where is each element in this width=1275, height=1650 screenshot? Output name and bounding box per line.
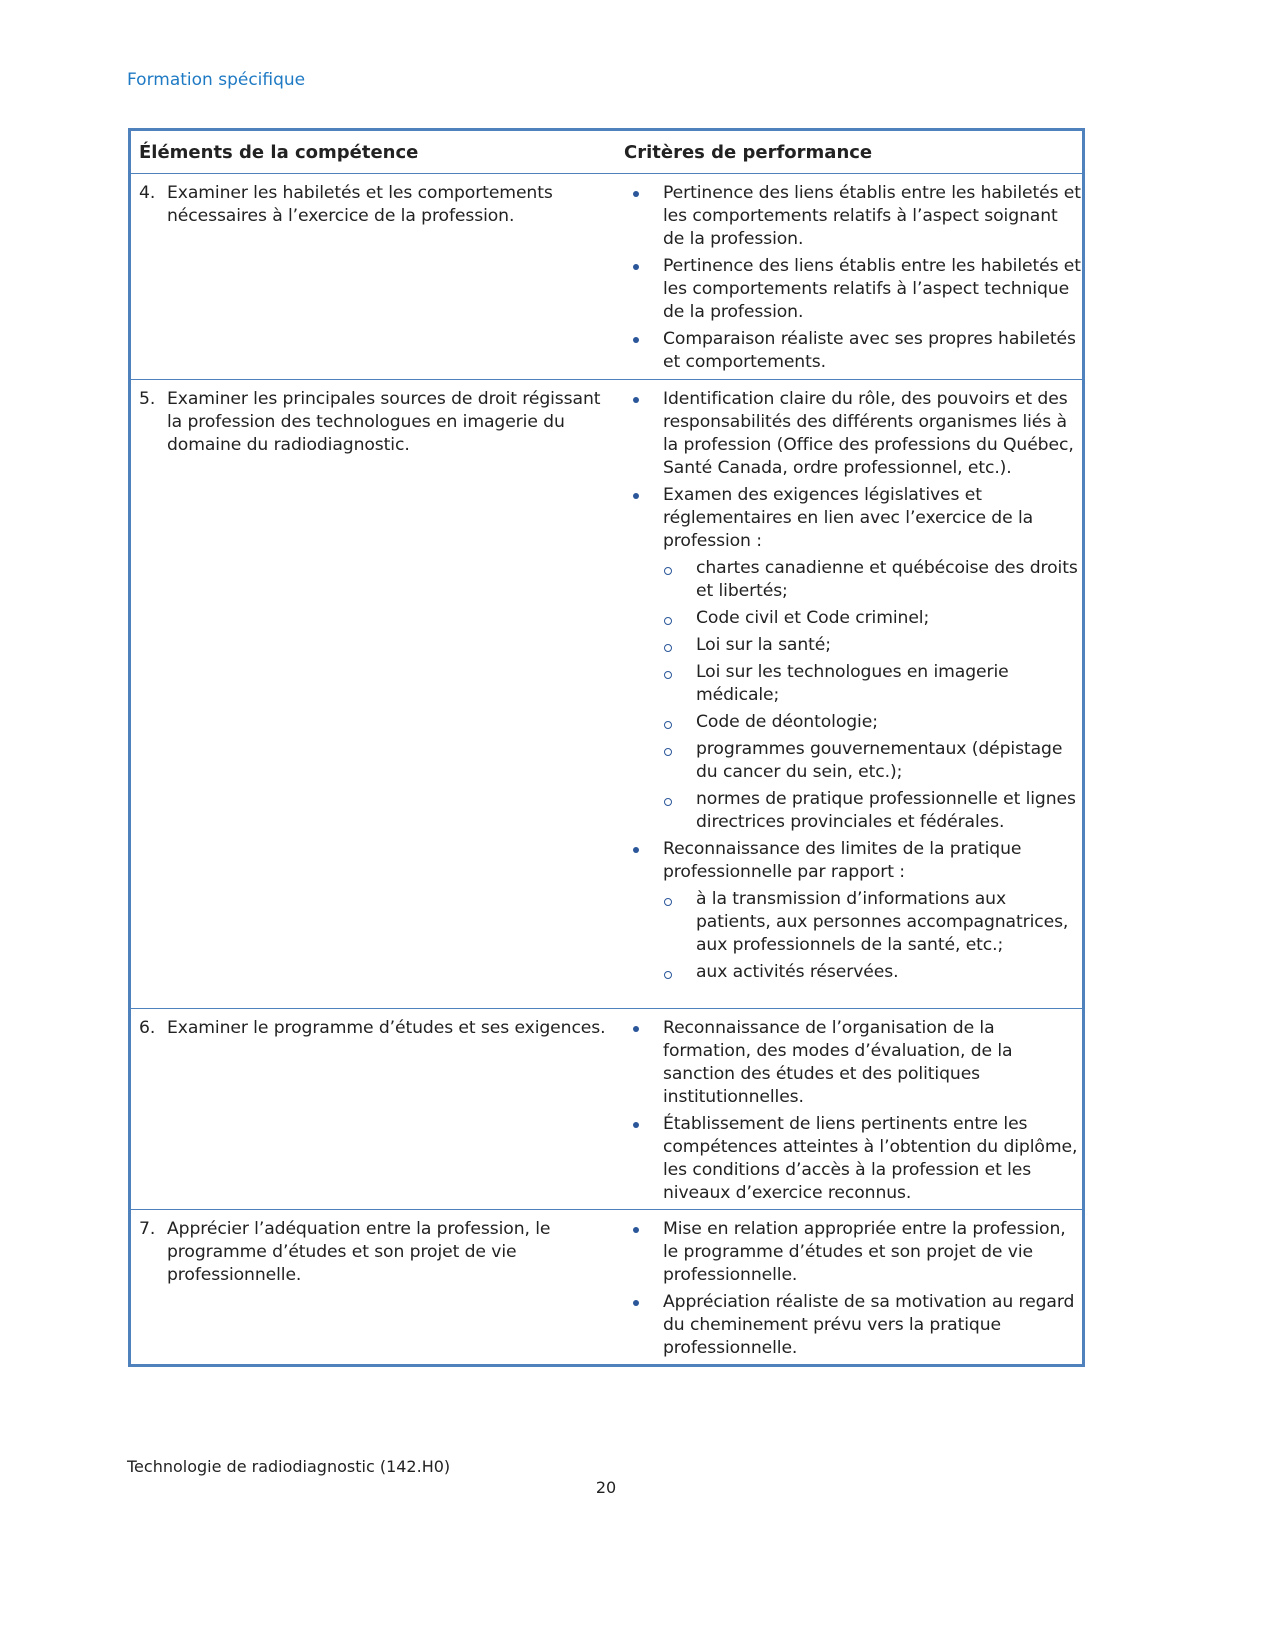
element-text: Examiner les habiletés et les comportements nécessaires à l’exercice de la profession. [167, 183, 553, 226]
criterion-subitem: chartes canadienne et québécoise des droits et libertés; [624, 557, 1082, 603]
element-text: Apprécier l’adéquation entre la profession, le programme d’études et son projet de vie professionnelle. [167, 1219, 551, 1285]
table-row [130, 1009, 1084, 1210]
element-text: Examiner les principales sources de droit régissant la profession des technologues en imagerie du domaine du radiodiagnostic. [167, 389, 601, 455]
element-cell [130, 174, 617, 380]
column-header-elements: Éléments de la compétence [130, 130, 617, 174]
criterion-item: Pertinence des liens établis entre les habiletés et les comportements relatifs à l’aspect soignant de la profession. [624, 182, 1082, 251]
criteria-list [624, 380, 1082, 984]
criterion-subitem: normes de pratique professionnelle et lignes directrices provinciales et fédérales. [624, 788, 1082, 834]
criteria-cell [616, 174, 1084, 380]
criterion-item: Reconnaissance de l’organisation de la formation, des modes d’évaluation, de la sanction des études et des politiques institutionnelles. [624, 1017, 1082, 1109]
element-cell [130, 1009, 617, 1210]
criteria-list [624, 1210, 1082, 1360]
criterion-subitem: Code de déontologie; [624, 711, 1082, 734]
criterion-subitem: Code civil et Code criminel; [624, 607, 1082, 630]
criterion-item: Pertinence des liens établis entre les habiletés et les comportements relatifs à l’aspect technique de la profession. [624, 255, 1082, 324]
criteria-cell [616, 1210, 1084, 1366]
criterion-item: Mise en relation appropriée entre la profession, le programme d’études et son projet de vie professionnelle. [624, 1218, 1082, 1287]
table-row [130, 380, 1084, 1009]
element-number: 4. [139, 183, 156, 203]
table-row [130, 1210, 1084, 1366]
criterion-subitem: aux activités réservées. [624, 961, 1082, 984]
element-text: Examiner le programme d’études et ses exigences. [167, 1018, 606, 1038]
criterion-item: Examen des exigences législatives et réglementaires en lien avec l’exercice de la profession : [624, 484, 1082, 553]
criteria-list [624, 1009, 1082, 1205]
element-number: 7. [139, 1219, 156, 1239]
criterion-item: Reconnaissance des limites de la pratique professionnelle par rapport : [624, 838, 1082, 884]
criterion-item: Comparaison réaliste avec ses propres habiletés et comportements. [624, 328, 1082, 374]
page-number: 20 [595, 1478, 617, 1497]
element-number: 6. [139, 1018, 156, 1038]
criteria-cell [616, 380, 1084, 1009]
criteria-list [624, 174, 1082, 374]
criterion-item: Appréciation réaliste de sa motivation au regard du cheminement prévu vers la pratique professionnelle. [624, 1291, 1082, 1360]
criterion-subitem: programmes gouvernementaux (dépistage du cancer du sein, etc.); [624, 738, 1082, 784]
criteria-cell [616, 1009, 1084, 1210]
element-number: 5. [139, 389, 156, 409]
competence-table [128, 128, 1085, 1367]
footer-title: Technologie de radiodiagnostic (142.H0) [127, 1457, 451, 1476]
criterion-item: Identification claire du rôle, des pouvoirs et des responsabilités des différents organismes liés à la profession (Office des professions du Québec, Santé Canada, ordre professionnel, etc.). [624, 388, 1082, 480]
element-cell [130, 1210, 617, 1366]
criterion-item: Établissement de liens pertinents entre les compétences atteintes à l’obtention du diplôme, les conditions d’accès à la profession et les niveaux d’exercice reconnus. [624, 1113, 1082, 1205]
table-row [130, 174, 1084, 380]
criterion-subitem: Loi sur les technologues en imagerie médicale; [624, 661, 1082, 707]
column-header-criteria: Critères de performance [616, 130, 1084, 174]
element-cell [130, 380, 617, 1009]
criterion-subitem: à la transmission d’informations aux patients, aux personnes accompagnatrices, aux professionnels de la santé, etc.; [624, 888, 1082, 957]
criterion-subitem: Loi sur la santé; [624, 634, 1082, 657]
section-header: Formation spécifique [127, 70, 306, 90]
